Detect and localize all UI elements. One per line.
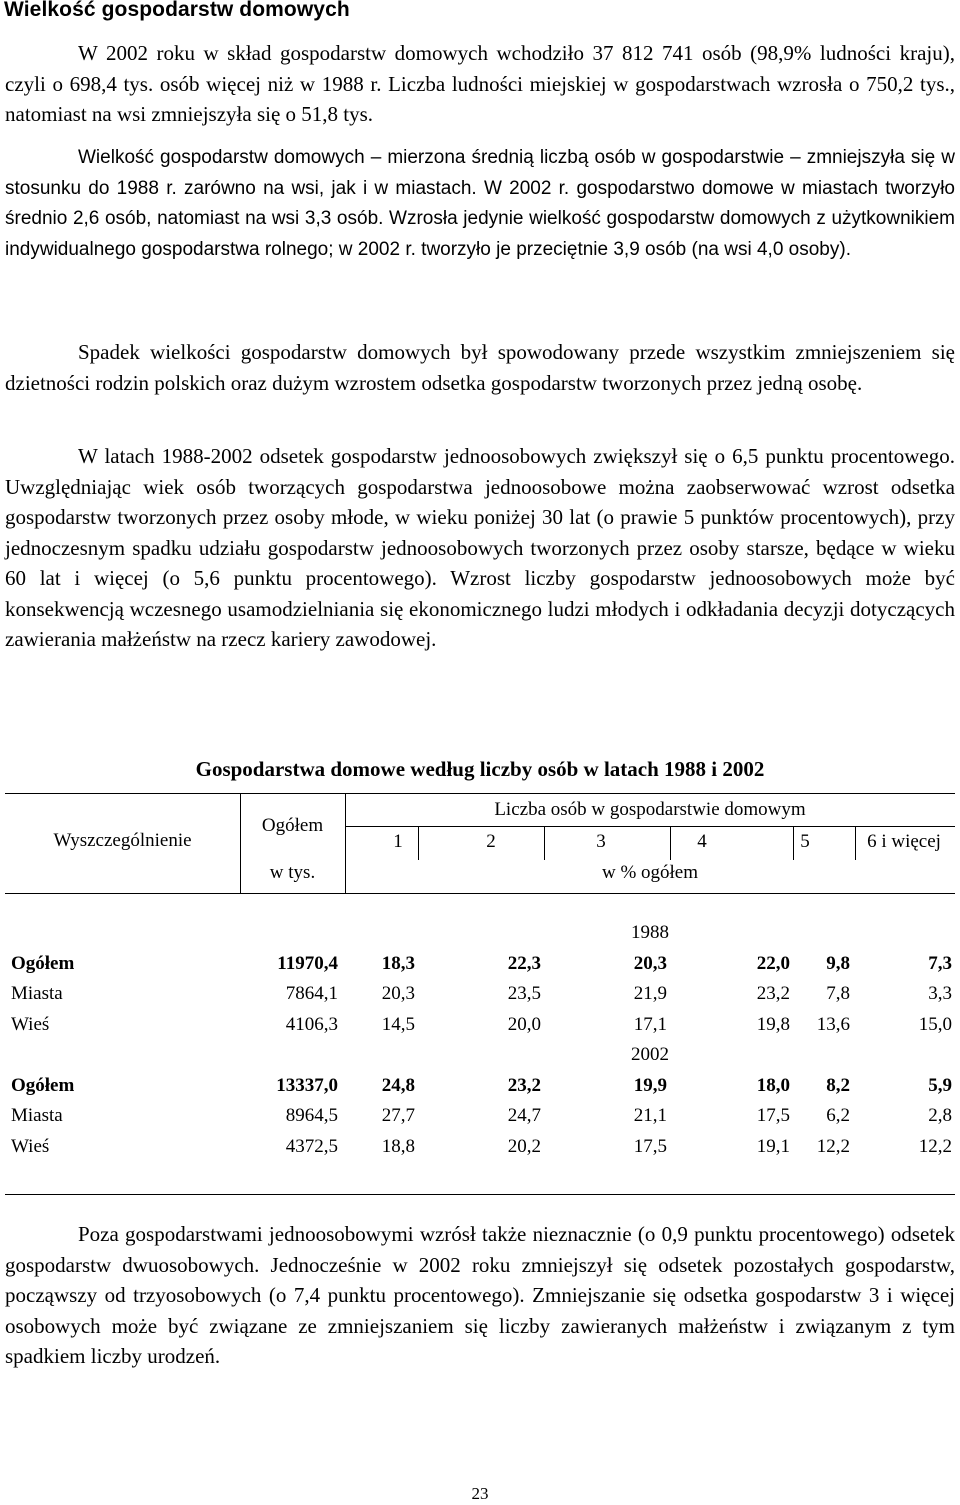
header-spec: Wyszczególnienie (53, 830, 192, 851)
cell-value: 18,0 (756, 1074, 790, 1096)
cell-value: 22,0 (756, 952, 790, 974)
table-group-rule (345, 826, 955, 827)
cell-value: 7,8 (826, 983, 850, 1004)
cell-value: 3,3 (928, 983, 952, 1004)
header-col-3: 3 (596, 831, 606, 852)
header-col-4: 4 (697, 831, 707, 852)
cell-value: 18,8 (381, 1135, 415, 1157)
table-header-bottom-rule (5, 893, 955, 894)
paragraph-2: Wielkość gospodarstw domowych – mierzona średnią liczbą osób w gospodarstwie – zmniejszyła się w stosunku do 1988 r. zarówno na wsi, jak i w miastach. W 2002 r. gospodarstwo domowe w miastach tworzyło średnio 2,6 osób, natomiast na wsi 3,3 osób. Wzrosła jedynie wielkość gospodarstw domowych z użytkownikiem indywidualnego gospodarstwa rolnego; w 2002 r. tworzyło je przeciętnie 3,9 osób (na wsi 4,0 osoby). (5, 147, 955, 260)
cell-value: 23,2 (507, 1074, 541, 1096)
section-year: 2002 (631, 1044, 669, 1065)
cell-value: 21,1 (633, 1105, 667, 1126)
paragraph-1: W 2002 roku w skład gospodarstw domowych wchodziło 37 812 741 osób (98,9% ludności kraju), czyli o 698,4 tys. osób więcej niż w 1988 r. Liczba ludności miejskiej w gospodarstwach wzrosła o 750,2 tys., natomiast na wsi zmniejszyła się o 51,8 tys. (5, 41, 955, 126)
cell-value: 20,3 (633, 952, 667, 974)
cell-value: 19,9 (633, 1074, 667, 1096)
cell-total: 13337,0 (276, 1074, 338, 1096)
cell-total: 7864,1 (285, 983, 338, 1004)
section-heading: Wielkość gospodarstw domowych (4, 0, 350, 21)
table-top-rule (5, 793, 955, 794)
row-label: Ogółem (11, 952, 75, 974)
paragraph-4: W latach 1988-2002 odsetek gospodarstw jednoosobowych zwiększył się o 6,5 punktu procentowego. Uwzględniając wiek osób tworzących gospodarstwa jednoosobowe można zaobserwować wzrost odsetka gospodarstw tworzonych przez osoby młode, w wieku poniżej 30 lat (o prawie 5 punktów procentowych), przy jednoczesnym spadku udziału gospodarstw jednoosobowych tworzonych przez osoby starsze, będące w wieku 60 lat i więcej (o 5,6 punktu procentowego). Wzrost liczby gospodarstw jednoosobowych może być konsekwencją wczesnego usamodzielniania się ekonomicznego ludzi młodych i odkładania decyzji dotyczących zawierania małżeństw na rzecz kariery zawodowej. (5, 444, 955, 651)
cell-value: 8,2 (826, 1074, 850, 1096)
header-col-1: 1 (393, 831, 403, 852)
cell-total: 11970,4 (277, 952, 338, 974)
cell-value: 19,1 (756, 1135, 790, 1157)
table-title: Gospodarstwa domowe według liczby osób w latach 1988 i 2002 (195, 757, 765, 781)
cell-value: 24,7 (507, 1105, 541, 1126)
cell-value: 2,8 (928, 1105, 952, 1126)
cell-value: 7,3 (928, 952, 952, 974)
cell-total: 4372,5 (285, 1135, 338, 1157)
cell-value: 13,6 (816, 1013, 850, 1035)
cell-value: 23,5 (507, 983, 541, 1004)
paragraph-5: Poza gospodarstwami jednoosobowymi wzrósł także nieznacznie (o 0,9 punktu procentowego) odsetek gospodarstw dwuosobowych. Jednocześnie w 2002 roku zmniejszył się odsetek pozostałych gospodarstw, począwszy od trzyosobowych (o 7,4 punktu procentowego). Zmniejszanie się odsetka gospodarstw 3 i więcej osobowych może być związane ze zmniejszaniem się liczby zawieranych małżeństw i związanym z tym spadkiem liczby urodzeń. (5, 1222, 955, 1368)
section-year: 1988 (631, 922, 669, 943)
cell-value: 20,2 (507, 1135, 541, 1157)
cell-value: 15,0 (918, 1013, 952, 1035)
header-group: Liczba osób w gospodarstwie domowym (494, 799, 806, 820)
header-col-5: 5 (800, 831, 810, 852)
cell-value: 6,2 (826, 1105, 850, 1126)
cell-value: 9,8 (826, 952, 850, 974)
cell-value: 18,3 (381, 952, 415, 974)
cell-value: 27,7 (381, 1105, 415, 1126)
cell-value: 19,8 (756, 1013, 790, 1035)
header-total: Ogółem (261, 815, 324, 836)
row-label: Miasta (11, 1105, 63, 1126)
cell-value: 14,5 (381, 1013, 415, 1035)
cell-value: 20,3 (381, 983, 415, 1004)
cell-value: 20,0 (507, 1013, 541, 1035)
header-col-2: 2 (486, 831, 496, 852)
header-col-6: 6 i więcej (867, 831, 941, 852)
table-bottom-rule (5, 1194, 955, 1195)
cell-value: 17,5 (633, 1135, 667, 1157)
row-label: Wieś (11, 1135, 50, 1157)
cell-value: 23,2 (756, 983, 790, 1004)
header-unit-pct: w % ogółem (601, 862, 699, 883)
cell-value: 17,5 (756, 1105, 790, 1126)
row-label: Miasta (11, 983, 63, 1004)
cell-value: 24,8 (381, 1074, 415, 1096)
cell-value: 5,9 (928, 1074, 952, 1096)
row-label: Ogółem (11, 1074, 75, 1096)
header-unit-total: w tys. (269, 862, 316, 883)
paragraph-3: Spadek wielkości gospodarstw domowych był spowodowany przede wszystkim zmniejszeniem się dzietności rodzin polskich oraz dużym wzrostem odsetka gospodarstw tworzonych przez jedną osobę. (5, 340, 955, 395)
cell-total: 4106,3 (285, 1013, 338, 1035)
row-label: Wieś (11, 1013, 50, 1035)
cell-value: 21,9 (633, 983, 667, 1004)
page-number: 23 (471, 1484, 489, 1503)
cell-total: 8964,5 (285, 1105, 338, 1126)
cell-value: 22,3 (507, 952, 541, 974)
cell-value: 12,2 (816, 1135, 850, 1157)
cell-value: 12,2 (918, 1135, 952, 1157)
cell-value: 17,1 (633, 1013, 667, 1035)
